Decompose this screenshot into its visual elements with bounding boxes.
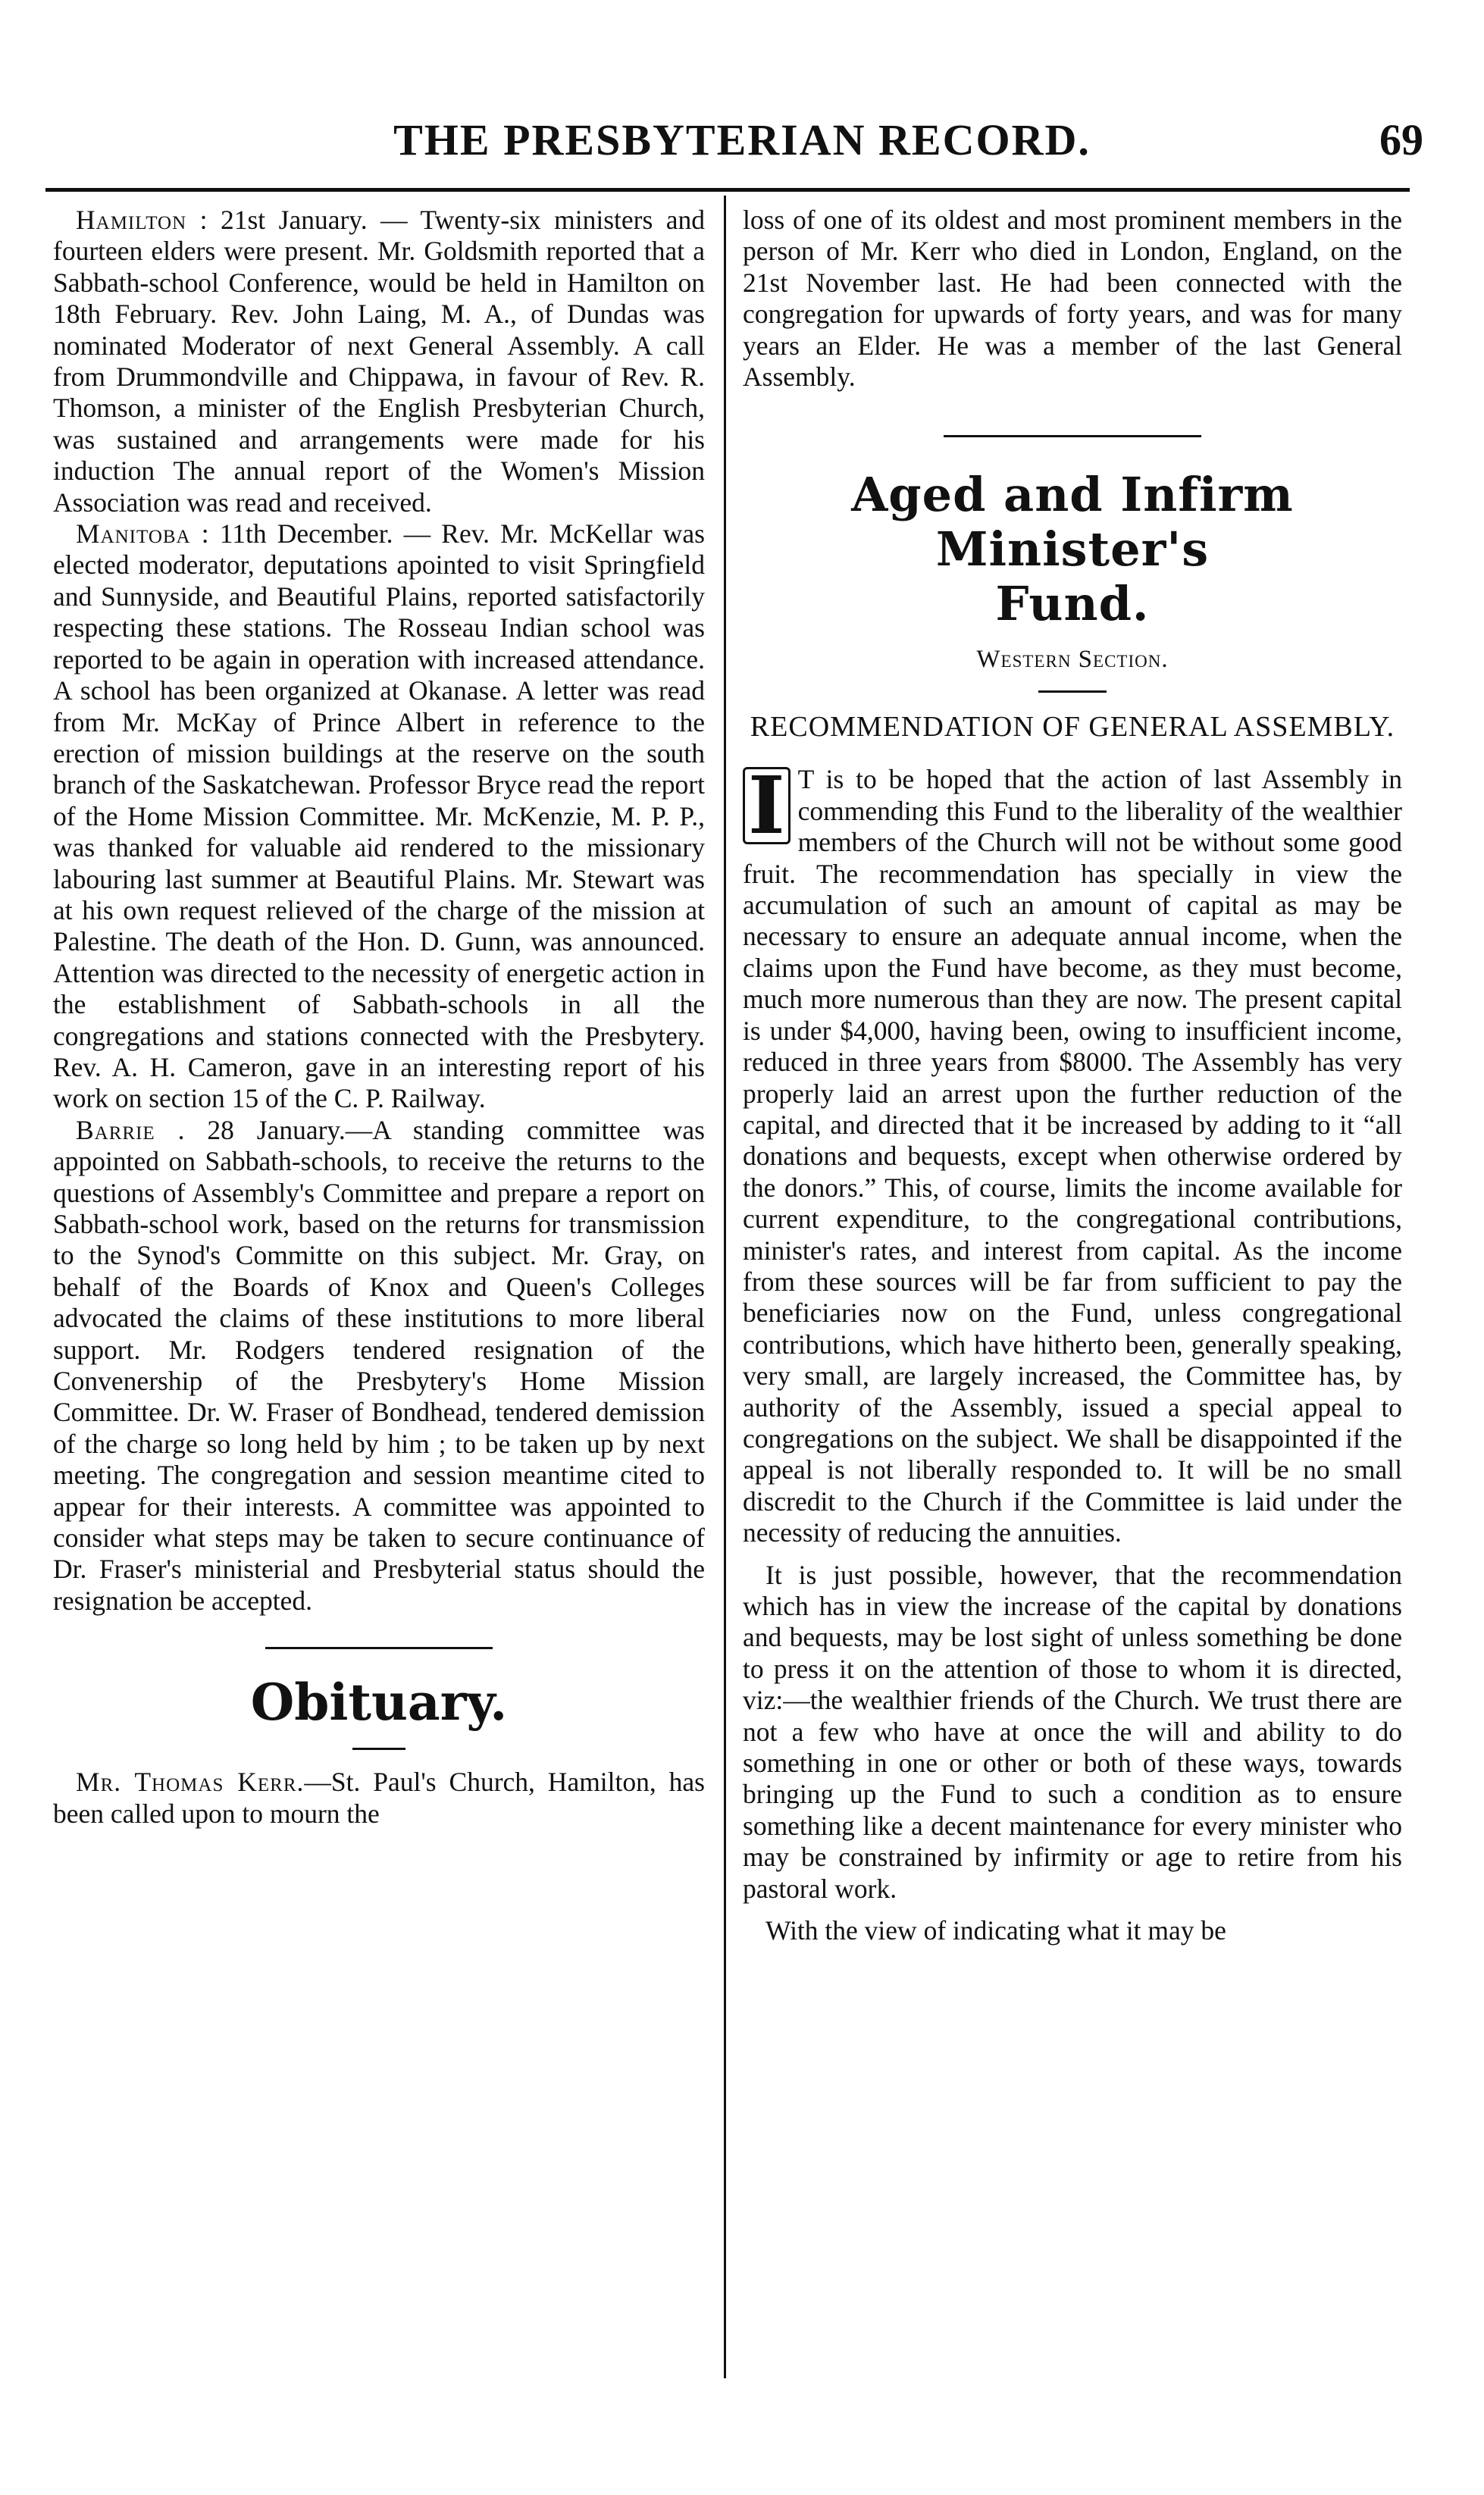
obituary-name: Mr. Thomas Kerr.: [76, 1767, 305, 1798]
section-separator: [944, 435, 1201, 437]
report-text: : 21st January. — Twenty-six ministers and fourteen elders were present. Mr. Goldsmith reported that a Sabbath-school Conference, would be held in Hamilton on 18th February. Rev. John Laing, M. A., of Dundas was nominated Moderator of next General Assembly. A call from Drummondville and Chippawa, in favour of Rev. R. Thomson, a minister of the English Presbyterian Church, was sustained and arrangements were made for his induction The annual report of the Women's Mission Association was read and received.: [53, 205, 706, 518]
obituary-heading: Obituary.: [250, 1673, 508, 1733]
report-text: : 11th December. — Rev. Mr. McKellar was elected moderator, deputations apointed to visit Springfield and Sunnyside, and Beautiful Plains, reported satisfactorily respecting these stations. The Rosseau Indian school was reported to be again in operation with increased attendance. A school has been organized at Okanase. A letter was read from Mr. McKay of Prince Albert in reference to the erection of mission buildings at the reserve on the south branch of the Saskatchewan. Professor Bryce read the report of the Home Mission Committee. Mr. McKenzie, M. P. P., was thanked for valuable aid rendered to the missionary labouring last summer at Beautiful Plains. Mr. Stewart was at his own request relieved of the charge of the mission at Palestine. The death of the Hon. D. Gunn, was announced. Attention was directed to the necessity of energetic action in the establishment of Sabbath-schools in all the congregations and stations connected with the Presbytery. Rev. A. H. Cameron, gave in an interesting report of his work on section 15 of the C. P. Railway.: [53, 518, 706, 1114]
presbytery-report-manitoba: [53, 518, 705, 1115]
fund-heading-line1: Aged and Infirm Minister's: [851, 467, 1294, 578]
continued-paragraph: With the view of indicating what it may be: [765, 1915, 1226, 1946]
fund-heading-line2: Fund.: [995, 576, 1150, 632]
section-separator: [265, 1647, 493, 1649]
recommendation-text: T is to be hoped that the action of last Assembly in commending this Fund to the liberality of the wealthier members of the Church will not be without some good fruit. The recommendation has specially in view the accumulation of such an amount of capital as may be necessary to ensure an adequate annual income, when the claims upon the Fund have become, as they must become, much more numerous than they are now. The present capital is under $4,000, having been, owing to insufficient income, reduced in three years from $8000. The Assembly has very properly laid an arrest upon the further reduction of the capital, and directed that it be increased by adding to it “all donations and bequests, except when otherwise ordered by the donors.” This, of course, limits the income available for current expenditure, to the congregational contributions, minister's rates, and interest from capital. As the income from these sources will be far from sufficient to pay the beneficiaries now on the Fund, unless congregational contributions, which have hitherto been, generally speaking, very small, are largely increased, the Committee has, by authority of the Assembly, issued a special appeal to congregations on the subject. We shall be disappointed if the appeal is not liberally responded to. It will be no small discredit to the Church if the Committee is laid under the necessity of reducing the annuities.: [743, 764, 1402, 1548]
presbytery-report-barrie: [53, 1115, 705, 1617]
obituary-continued: loss of one of its oldest and most prominent members in the person of Mr. Kerr who died in London, England, on the 21st November last. He had been connected with the congregation for upwards of forty years, and was for many years an Elder. He was a member of the last General Assembly.: [743, 205, 1402, 393]
report-lead: Barrie: [76, 1114, 155, 1145]
drop-cap: I: [743, 767, 791, 844]
appeal-paragraph: It is just possible, however, that the recommendation which has in view the increase of the capital by donations and bequests, may be lost sight of unless something be done to press it on the attention of those to whom it is directed, viz:—the wealthier friends of the Church. We trust there are not a few who have at once the will and ability to do something in one or other or both of these ways, towards bringing up the Fund to such a condition as to ensure something like a decent maintenance for every minister who may be constrained by infirmity or age to retire from his pastoral work.: [743, 1559, 1402, 1904]
obituary-text: —St. Paul's Church, Hamilton, has been called upon to mourn the: [53, 1767, 706, 1829]
header-rule: [45, 188, 1410, 192]
section-label: Western Section.: [976, 646, 1169, 674]
right-column: [743, 205, 1402, 1946]
recommendation-paragraph: [743, 759, 1402, 1548]
running-title: THE PRESBYTERIAN RECORD.: [393, 115, 1091, 164]
page-header: [0, 114, 1484, 182]
presbytery-report-hamilton: [53, 205, 705, 518]
column-divider: [724, 196, 726, 2378]
recommendation-title: RECOMMENDATION OF GENERAL ASSEMBLY.: [750, 711, 1395, 743]
left-column: [53, 205, 705, 1830]
obituary-entry: [53, 1767, 705, 1830]
heading-rule: [1038, 690, 1107, 693]
report-lead: Hamilton: [76, 205, 187, 235]
report-text: . 28 January.—A standing committee was appointed on Sabbath-schools, to receive the returns to the questions of Assembly's Committee and prepare a report on Sabbath-school work, based on the returns for transmission to the Synod's Committe on this subject. Mr. Gray, on behalf of the Boards of Knox and Queen's Colleges advocated the claims of these institutions to more liberal support. Mr. Rodgers tendered resignation of the Convenership of the Presbytery's Home Mission Committee. Dr. W. Fraser of Bondhead, tendered demission of the charge so long held by him ; to be taken up by next meeting. The congregation and session meantime cited to appear for their interests. A committee was appointed to consider what steps may be taken to secure continuance of Dr. Fraser's ministerial and Presbyterial status should the resignation be accepted.: [53, 1114, 705, 1616]
page-number: 69: [1379, 115, 1423, 164]
fund-heading: [743, 468, 1402, 631]
report-lead: Manitoba: [76, 518, 191, 549]
heading-rule: [352, 1748, 405, 1750]
